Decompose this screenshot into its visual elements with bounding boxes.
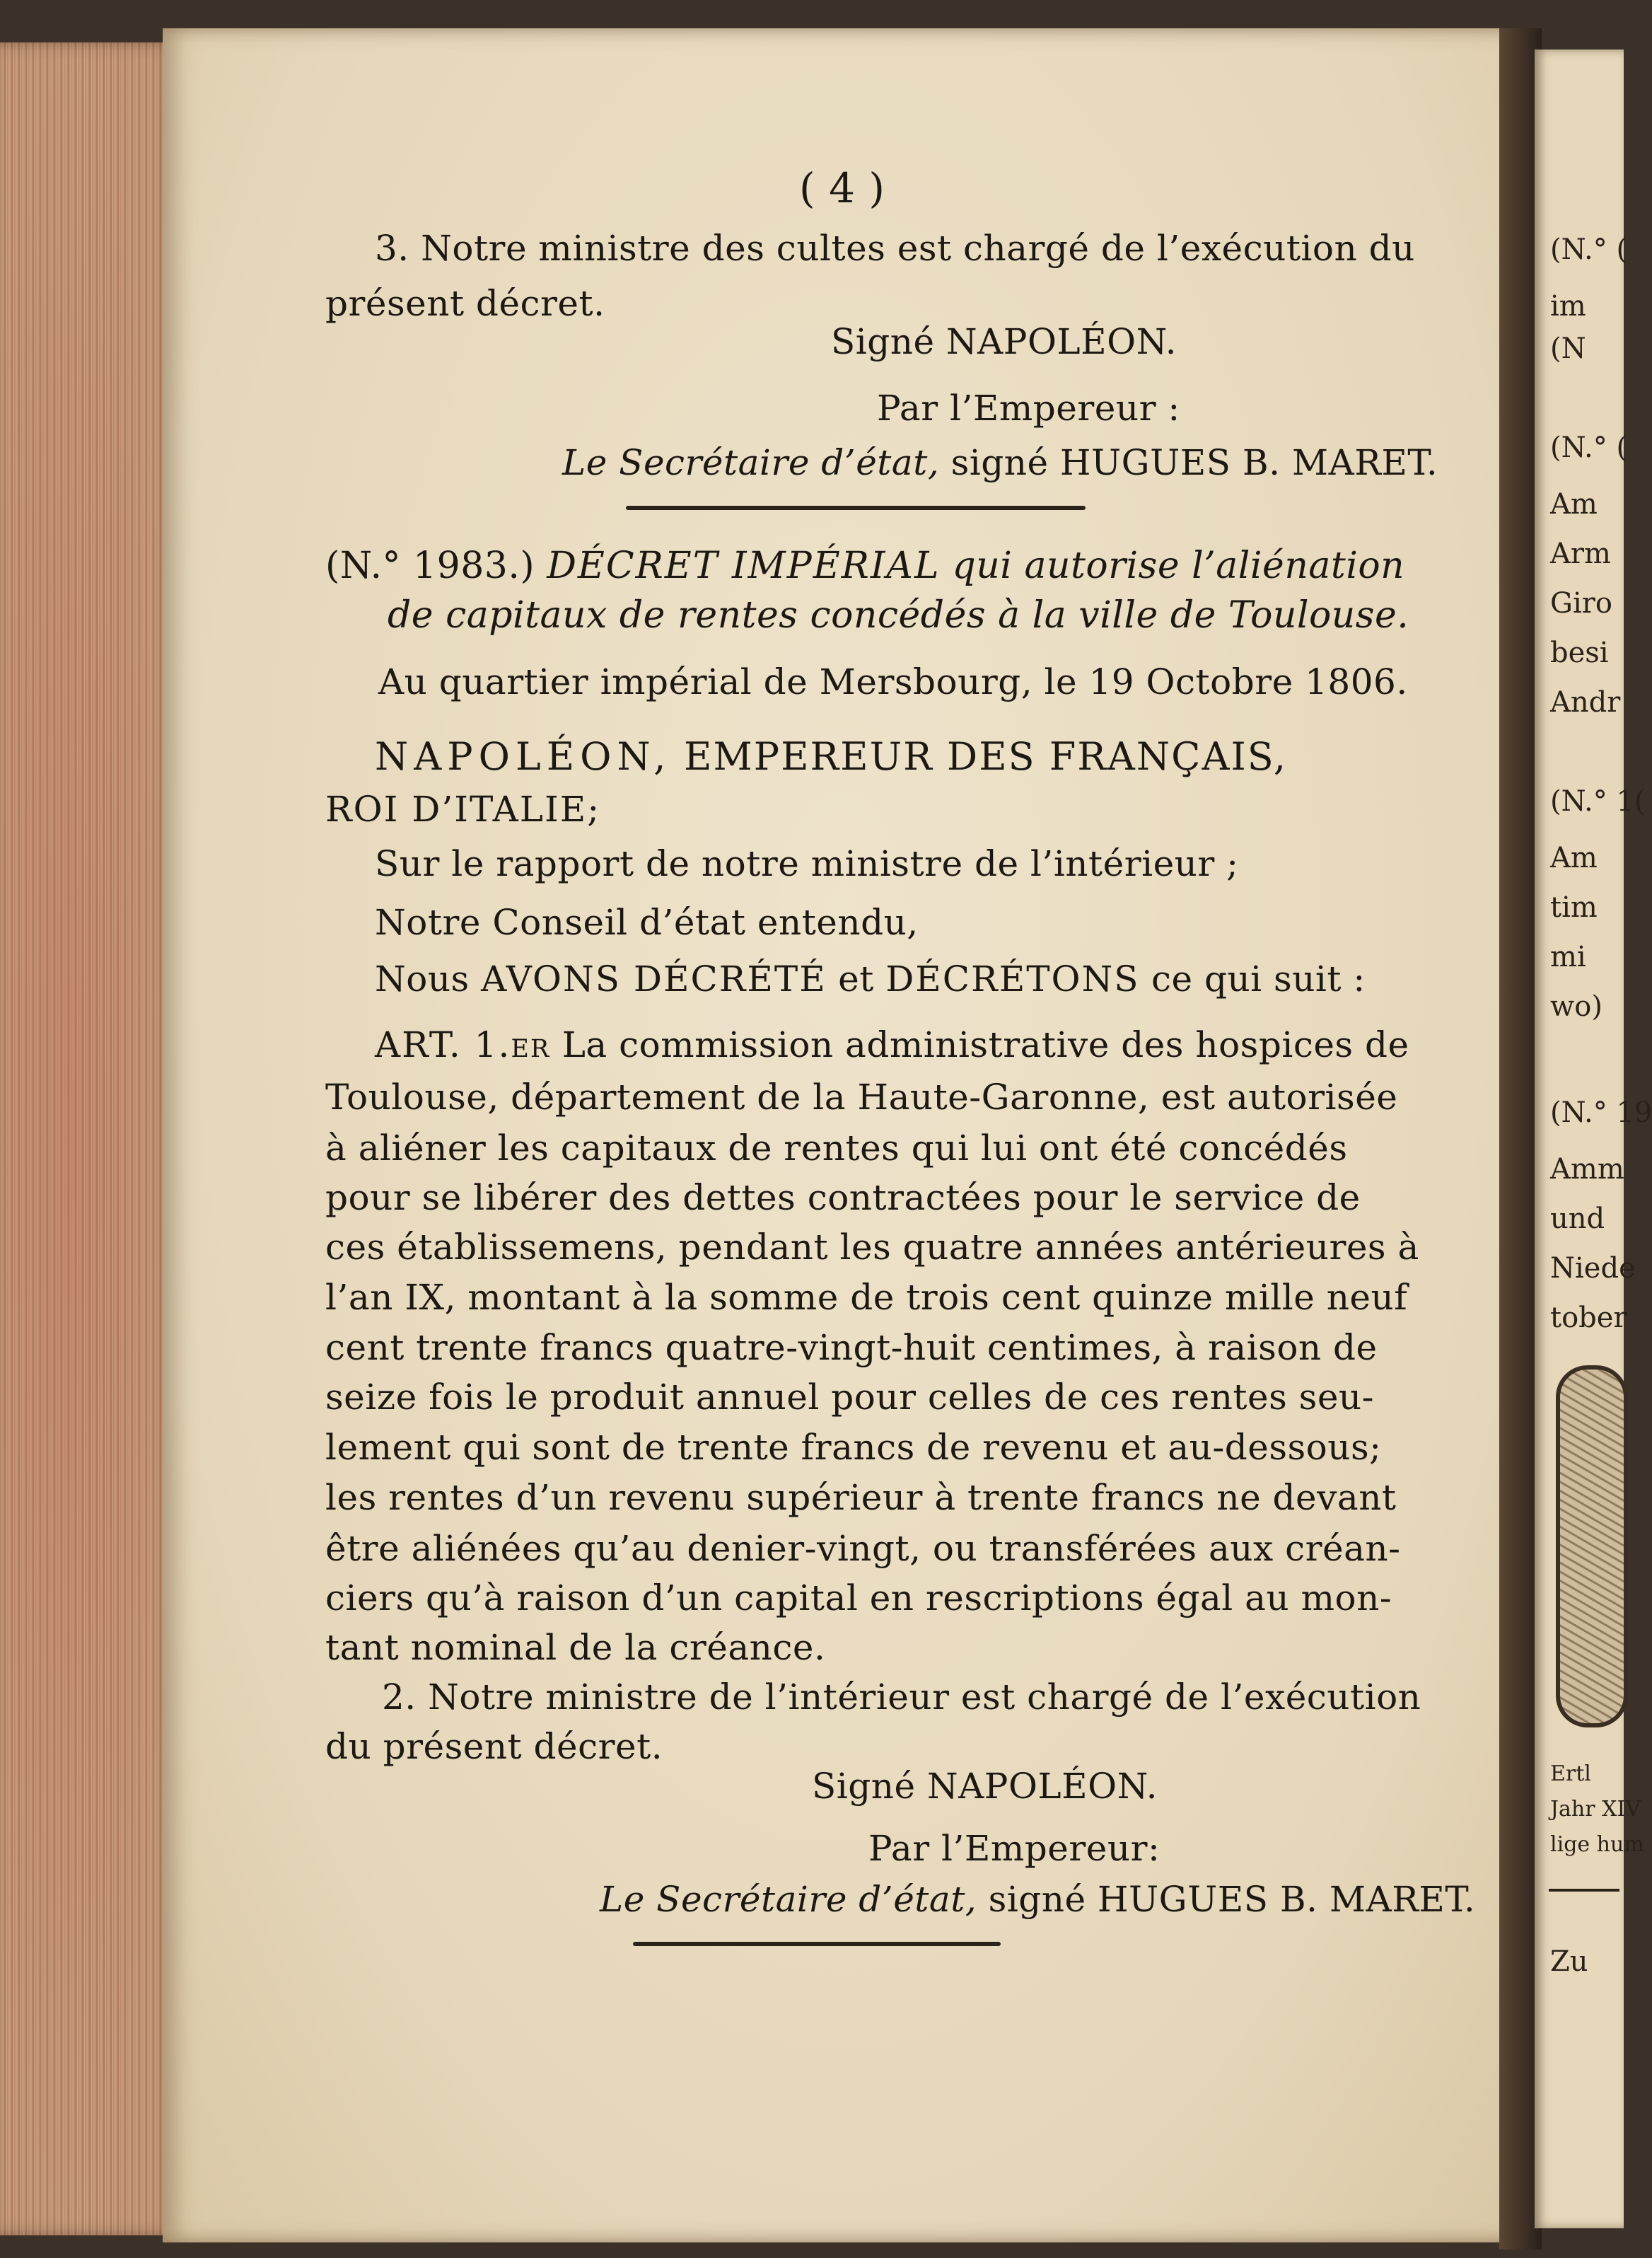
adjacent-rule — [1549, 1889, 1619, 1892]
article-1-line: ciers qu’à raison d’un capital en rescriptions égal au mon- — [325, 1577, 1392, 1619]
article-1-line: seize fois le produit annuel pour celles de ces rentes seu- — [325, 1377, 1375, 1418]
et-word: et — [838, 959, 874, 1000]
adjacent-text: besi — [1550, 637, 1609, 669]
decree-title-line-2: de capitaux de rentes concédés à la ville de Toulouse. — [388, 594, 1409, 637]
adjacent-text: (N.° 1( — [1550, 785, 1646, 818]
article-1-text: La commission administrative des hospices de — [562, 1024, 1409, 1065]
article-1-line: être aliénées qu’au denier-vingt, ou transférées aux créan- — [325, 1528, 1401, 1569]
decree-title-caps: DÉCRET IMPÉRIAL — [547, 545, 941, 587]
adjacent-text: (N.° 19 — [1550, 1096, 1652, 1129]
adjacent-text: (N.° ( — [1550, 432, 1628, 464]
adjacent-text: (N — [1550, 332, 1586, 365]
adjacent-text: Jahr XIV — [1550, 1797, 1641, 1822]
decree-number: (N.° 1983.) — [325, 545, 535, 587]
article-1-line-1 — [375, 1024, 1409, 1065]
adjacent-text: Giro — [1550, 587, 1612, 620]
article-2-line-1: 2. Notre ministre de l’intérieur est chargé de l’exécution — [382, 1677, 1421, 1718]
article-3-line-1: 3. Notre ministre des cultes est chargé de l’exécution du — [375, 228, 1415, 269]
adjacent-text: (N.° ( — [1550, 233, 1628, 266]
article-1-line: tant nominal de la créance. — [325, 1627, 826, 1668]
decree-title-line-1 — [325, 545, 1404, 587]
signature-line-2: Signé NAPOLÉON. — [812, 1766, 1158, 1807]
adjacent-text: lige hum — [1550, 1832, 1644, 1857]
adjacent-text: und — [1550, 1203, 1605, 1235]
secretaire-title-2: Le Secrétaire d’état, — [600, 1879, 977, 1920]
article-1-line: à aliéner les capitaux de rentes qui lui ont été concédés — [325, 1128, 1348, 1169]
adjacent-text: Am — [1550, 488, 1598, 521]
par-empereur-2: Par l’Empereur: — [868, 1828, 1161, 1869]
decretons: DÉCRÉTONS — [885, 959, 1140, 1000]
adjacent-page-fragment — [1535, 50, 1652, 2228]
article-1-line: pour se libérer des dettes contractées pour le service de — [325, 1177, 1361, 1218]
secretaire-name: signé HUGUES B. MARET. — [950, 442, 1438, 483]
adjacent-text: Ertl — [1550, 1761, 1591, 1786]
adjacent-text: Zu — [1550, 1945, 1588, 1978]
adjacent-text: Niede — [1550, 1252, 1636, 1285]
article-1-line: Toulouse, département de la Haute-Garonne, est autorisée — [325, 1077, 1398, 1118]
secretaire-line — [562, 442, 1438, 483]
napoleon-titles — [375, 734, 1287, 779]
adjacent-text: wo) — [1550, 990, 1602, 1023]
roi-title: ROI D’ITALIE; — [325, 789, 601, 830]
napoleon-name: NAPOLÉON, — [375, 734, 672, 779]
secretaire-title: Le Secrétaire d’état, — [562, 442, 940, 483]
adjacent-text: tim — [1550, 891, 1598, 924]
closing-divider — [633, 1942, 1001, 1946]
adjacent-text: Arm — [1550, 538, 1611, 570]
par-empereur: Par l’Empereur : — [877, 388, 1180, 429]
article-3-line-2: présent décret. — [325, 283, 605, 324]
article-2-line-2: du présent décret. — [325, 1726, 663, 1767]
article-1-line: ces établissemens, pendant les quatre années antérieures à — [325, 1227, 1419, 1268]
adjacent-text: Andr — [1550, 686, 1621, 719]
nous-decretons — [375, 959, 1366, 1000]
secretaire-line-2 — [600, 1879, 1475, 1920]
article-1-line: cent trente francs quatre-vingt-huit centimes, à raison de — [325, 1327, 1378, 1368]
adjacent-text: Amm — [1550, 1153, 1624, 1186]
article-1-line: l’an IX, montant à la somme de trois cent quinze mille neuf — [325, 1277, 1408, 1318]
adjacent-text: Am — [1550, 842, 1598, 874]
article-1-label: ART. 1.er — [375, 1024, 551, 1065]
secretaire-name-2: signé HUGUES B. MARET. — [988, 1879, 1476, 1920]
decree-title-rest: qui autorise l’aliénation — [952, 545, 1405, 587]
signature-line: Signé NAPOLÉON. — [831, 321, 1177, 362]
section-divider — [626, 506, 1086, 510]
sur-rapport: Sur le rapport de notre ministre de l’intérieur ; — [375, 843, 1239, 884]
engraved-emblem — [1556, 1365, 1628, 1727]
decree-date: Au quartier impérial de Mersbourg, le 19 Octobre 1806. — [378, 661, 1408, 702]
page-number: ( 4 ) — [799, 164, 885, 212]
article-1-line: les rentes d’un revenu supérieur à trente francs ne devant — [325, 1477, 1397, 1518]
avons-decrete: AVONS DÉCRÉTÉ — [481, 959, 827, 1000]
empereur-title: EMPEREUR DES FRANÇAIS, — [684, 734, 1288, 779]
book-page-edges — [0, 42, 177, 2235]
ce-qui-suit: ce qui suit : — [1151, 959, 1366, 1000]
adjacent-text: tober — [1550, 1302, 1627, 1334]
nous-word: Nous — [375, 959, 470, 1000]
article-1-line: lement qui sont de trente francs de revenu et au-dessous; — [325, 1427, 1382, 1468]
adjacent-text: im — [1550, 290, 1586, 323]
adjacent-text: mi — [1550, 941, 1586, 973]
conseil-etat: Notre Conseil d’état entendu, — [375, 902, 919, 943]
